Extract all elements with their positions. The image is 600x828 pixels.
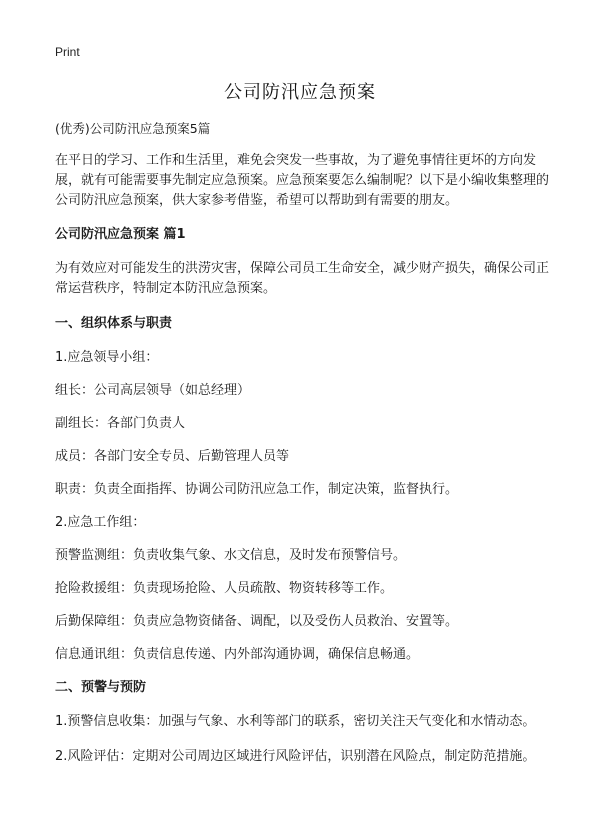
- part1-item: 抢险救援组：负责现场抢险、人员疏散、物资转移等工作。: [55, 581, 394, 596]
- part1-item: 2.应急工作组：: [55, 515, 146, 530]
- purpose-paragraph: 为有效应对可能发生的洪涝灾害，保障公司员工生命安全，减少财产损失，确保公司正常运营秩序，特制定本防汛应急预案。: [55, 261, 550, 296]
- document-body: [55, 119, 549, 782]
- section-title: 公司防汛应急预案 篇1: [55, 227, 186, 242]
- part1-item: 后勤保障组：负责应急物资储备、调配，以及受伤人员救治、安置等。: [55, 614, 459, 629]
- part1-item: 组长：公司高层领导（如总经理）: [55, 383, 251, 398]
- intro-paragraph: 在平日的学习、工作和生活里，难免会突发一些事故，为了避免事情往更坏的方向发展，就有可能需要事先制定应急预案。应急预案要怎么编制呢？以下是小编收集整理的公司防汛应急预案，供大家参考借鉴，希望可以帮助到有需要的朋友。: [55, 153, 550, 208]
- part1-heading: 一、组织体系与职责: [55, 316, 173, 331]
- part2-item: 2.风险评估：定期对公司周边区域进行风险评估，识别潜在风险点，制定防范措施。: [55, 749, 536, 764]
- part1-item: 信息通讯组：负责信息传递、内外部沟通协调，确保信息畅通。: [55, 647, 420, 662]
- part1-item: 预警监测组：负责收集气象、水文信息，及时发布预警信号。: [55, 548, 407, 563]
- part2-item: 1.预警信息收集：加强与气象、水利等部门的联系，密切关注天气变化和水情动态。: [55, 714, 536, 729]
- page-title: 公司防汛应急预案: [224, 82, 376, 103]
- print-link[interactable]: Print: [55, 45, 80, 59]
- part2-heading: 二、预警与预防: [55, 680, 147, 695]
- part1-item: 1.应急领导小组：: [55, 350, 159, 365]
- part1-item: 副组长：各部门负责人: [55, 416, 186, 431]
- part1-item: 成员：各部门安全专员、后勤管理人员等: [55, 449, 290, 464]
- document-subtitle: (优秀)公司防汛应急预案5篇: [55, 121, 211, 136]
- part1-item: 职责：负责全面指挥、协调公司防汛应急工作，制定决策，监督执行。: [55, 482, 459, 497]
